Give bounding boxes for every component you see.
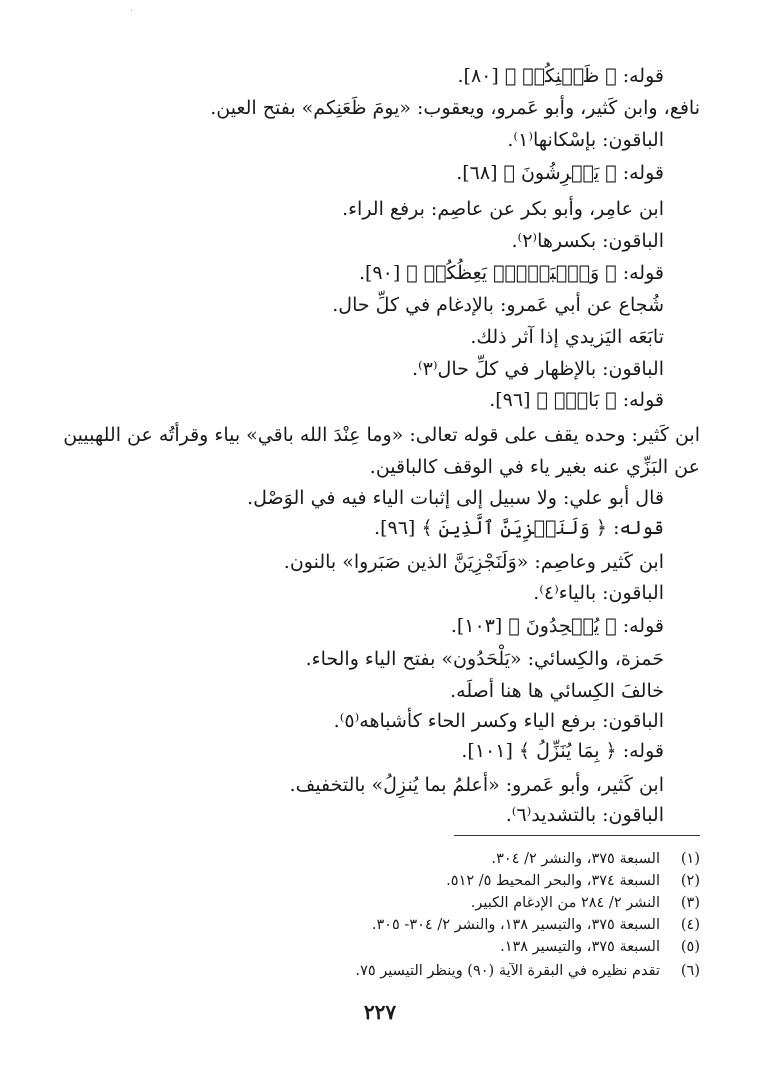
text-line: قوله: ﴿ يَعۡرِشُونَ ﴾ [٦٨]. [456, 162, 664, 184]
footnote [492, 850, 700, 868]
footnote [446, 872, 700, 890]
footnote-number: (٤) [680, 917, 700, 933]
text-line: الباقون: برفع الياء وكسر الحاء كأشباهه⁽٥⁾. [333, 710, 664, 732]
footnote-number: (٦) [680, 963, 700, 979]
text-line: الباقون: بكسرها⁽٢⁾. [511, 230, 664, 252]
footnote-number: (١) [680, 851, 700, 867]
footnote-number: (٢) [680, 873, 700, 889]
text-line: شُجاع عن أبي عَمرو: بالإدغام في كلِّ حال. [332, 294, 664, 316]
text-line: ابن عامِر، وأبو بكر عن عاصِم: برفع الراء. [342, 198, 664, 220]
text-line: عن البَزِّي عنه بغير ياء في الوقف كالباقين. [369, 456, 700, 478]
footnote-text: السبعة ٣٧٤، والبحر المحيط ٥/ ٥١٢. [446, 873, 660, 889]
text-line: قوله: ﴿ يُلۡحِدُونَ ﴾ [١٠٣]. [450, 615, 664, 637]
text-line: قوله: ﴿ وَٱلۡبَغۡيِۚ يَعِظُكُمۡ ﴾ [٩٠]. [358, 262, 664, 284]
page-number: ٢٢٧ [363, 1000, 397, 1024]
footnote [355, 962, 700, 980]
footnote-number: (٥) [680, 939, 700, 955]
text-line: الباقون: بالإظهار في كلِّ حال⁽٣⁾. [411, 358, 664, 380]
footnote-number: (٣) [680, 895, 700, 911]
footnote-text: السبعة ٣٧٥، والتيسير ١٣٨، والنشر ٢/ ٣٠٤- ٣٠٥. [371, 917, 660, 933]
text-line: نافع، وابن كَثير، وأبو عَمرو، ويعقوب: «يومَ ظَعَنِكم» بفتح العين. [210, 97, 700, 119]
text-line: الباقون: بإسْكانها⁽١⁾. [507, 129, 664, 151]
footnote-text: النشر ٢/ ٢٨٤ من الإدغام الكبير. [470, 895, 660, 911]
text-line: ابن كَثير، وأبو عَمرو: «أعلمُ بما يُنزِلُ» بالتخفيف. [289, 774, 664, 796]
text-line: حَمزة، والكِسائي: «يَلْحَدُون» بفتح الياء والحاء. [305, 648, 664, 670]
text-line: تابَعَه اليَزيدي إذا آثر ذلك. [470, 326, 664, 348]
scan-mark: · [130, 6, 134, 17]
footnote [372, 916, 700, 934]
text-line: ابن كَثير: وحده يقف على قوله تعالى: «وما عِنْدَ الله باقي» بياء وقرأتُه عن اللهبيين [63, 424, 700, 446]
footnote [471, 894, 700, 912]
footnote-text: السبعة ٣٧٥، والنشر ٢/ ٣٠٤. [491, 851, 660, 867]
footnote-text: السبعة ٣٧٥، والتيسير ١٣٨. [500, 939, 660, 955]
text-line: ابن كَثير وعاصِم: «وَلَنَجْزِيَنَّ الذين صَبَروا» بالنون. [283, 551, 664, 573]
text-line: قوله: ﴿ وَلَنَجۡزِيَنَّ ٱلَّذِينَ ﴾ [٩٦]. [374, 517, 664, 539]
text-line: قال أبو علي: ولا سبيل إلى إثبات الياء فيه في الوَصْل. [247, 487, 664, 509]
text-line: الباقون: بالياء⁽٤⁾. [533, 582, 664, 604]
text-line: قوله: ﴿ ظَعۡنِكُمۡ ﴾ [٨٠]. [457, 65, 664, 87]
text-line: قوله: ﴿ بَاقٍۗ ﴾ [٩٦]. [489, 389, 664, 411]
footnote [500, 938, 700, 956]
text-line: قوله: ﴿ بِمَا يُنَزِّلُ ﴾ [١٠١]. [461, 740, 664, 762]
text-line: خالفَ الكِسائي ها هنا أصلَه. [450, 680, 664, 702]
footnote-text: تقدم نظيره في البقرة الآية (٩٠) وينظر التيسير ٧٥. [355, 963, 660, 979]
footnote-separator [454, 835, 700, 836]
text-line: الباقون: بالتشديد⁽٦⁾. [505, 804, 664, 826]
